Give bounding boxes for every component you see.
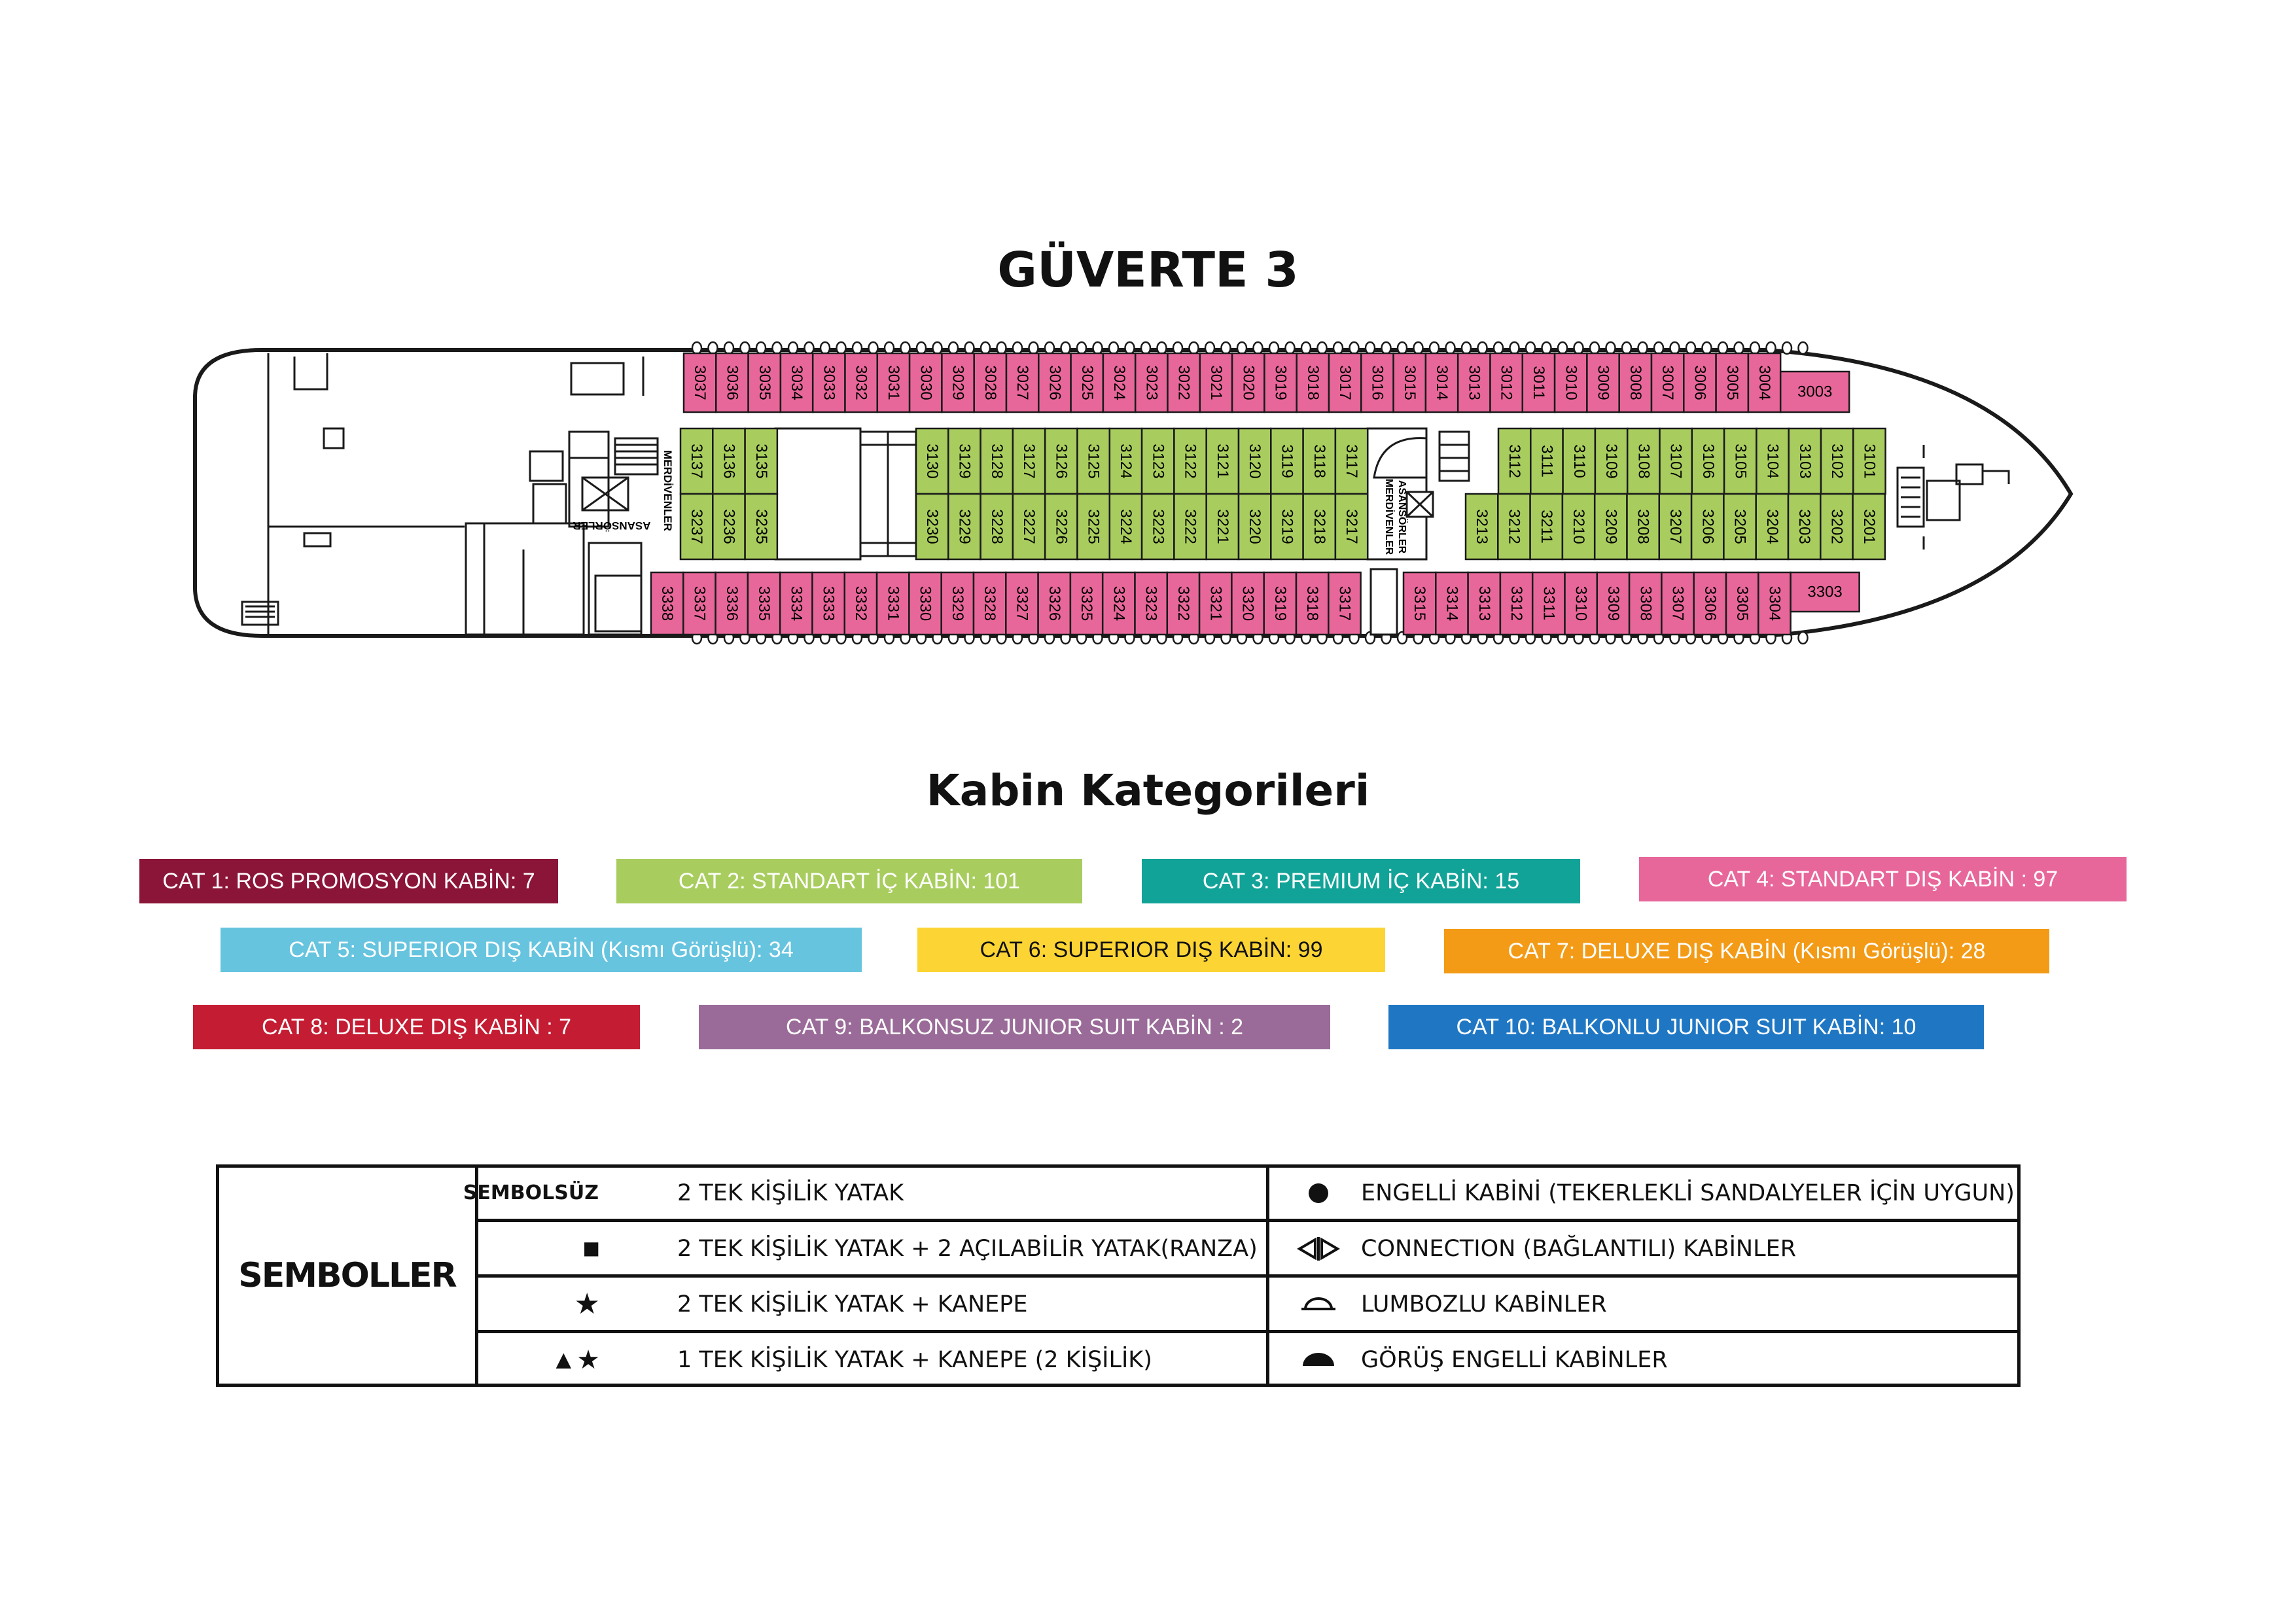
porthole: [901, 342, 910, 354]
cabin-3229: 3229: [955, 509, 974, 544]
cabin-3128: 3128: [987, 444, 1006, 479]
cabin-3003: 3003: [1797, 383, 1833, 401]
category-7: CAT 7: DELUXE DIŞ KABİN (Kısmı Görüşlü): 28: [1444, 929, 2049, 973]
porthole: [853, 342, 862, 354]
cabin-3130: 3130: [923, 444, 942, 479]
cabin-3103: 3103: [1795, 444, 1814, 479]
cabin-3326: 3326: [1045, 585, 1063, 621]
obstructed-view-icon: [1292, 1332, 1345, 1387]
cabin-3312: 3312: [1508, 585, 1526, 621]
cabin-3137: 3137: [688, 444, 706, 479]
porthole: [885, 342, 894, 354]
cabin-3126: 3126: [1052, 444, 1070, 479]
legend-right-text-4: GÖRÜŞ ENGELLİ KABİNLER: [1361, 1346, 1668, 1373]
cabin-3320: 3320: [1239, 585, 1257, 621]
cabin-3104: 3104: [1763, 444, 1782, 479]
cabin-3026: 3026: [1046, 365, 1064, 400]
porthole: [1478, 342, 1487, 354]
triangle-star-icon: ▲★: [550, 1345, 600, 1374]
porthole: [1382, 342, 1391, 354]
cabin-3120: 3120: [1246, 444, 1264, 479]
porthole: [1286, 342, 1295, 354]
porthole: [837, 342, 846, 354]
legend-right-text-3: LUMBOZLU KABİNLER: [1361, 1291, 1607, 1318]
cabin-3331: 3331: [884, 585, 902, 621]
cabin-3005: 3005: [1723, 365, 1741, 400]
legend-right-text-2: CONNECTION (BAĞLANTILI) KABİNLER: [1361, 1235, 1797, 1262]
cabin-3319: 3319: [1271, 585, 1289, 621]
porthole: [1301, 342, 1311, 354]
aft-area: [242, 353, 658, 635]
category-3: CAT 3: PREMIUM İÇ KABİN: 15: [1142, 859, 1580, 903]
cabin-3230: 3230: [923, 509, 942, 544]
legend-left-text-2: 2 TEK KİŞİLİK YATAK + 2 AÇILABİLİR YATAK(RANZA): [677, 1235, 1258, 1262]
cabin-3037: 3037: [691, 365, 709, 400]
cabin-3028: 3028: [981, 365, 999, 400]
cabin-3223: 3223: [1149, 509, 1167, 544]
cabin-3112: 3112: [1506, 444, 1524, 478]
cabin-3036: 3036: [723, 365, 741, 400]
cabin-3237: 3237: [688, 509, 706, 544]
cabin-3328: 3328: [981, 585, 999, 621]
connection-arrows-icon: [1292, 1221, 1345, 1276]
porthole: [1013, 342, 1022, 354]
porthole: [1735, 342, 1744, 354]
no-symbol-label: SEMBOLSÜZ: [463, 1181, 599, 1204]
cabin-3213: 3213: [1473, 509, 1491, 544]
porthole: [692, 342, 701, 354]
porthole: [1350, 342, 1359, 354]
cabin-3314: 3314: [1443, 585, 1461, 621]
cabin-3034: 3034: [788, 365, 806, 400]
porthole: [1093, 342, 1103, 354]
porthole: [1190, 342, 1199, 354]
cabin-3010: 3010: [1562, 365, 1580, 400]
porthole: [1718, 342, 1727, 354]
cabin-3107: 3107: [1667, 444, 1685, 479]
porthole: [1446, 342, 1455, 354]
porthole: [1799, 342, 1808, 354]
aft-elevators-label: ASANSÖRLER: [573, 519, 651, 532]
cabin-3019: 3019: [1271, 365, 1290, 400]
cabin-3102: 3102: [1828, 444, 1846, 479]
cabin-3225: 3225: [1084, 509, 1103, 544]
cabin-3016: 3016: [1368, 365, 1386, 400]
cabin-3007: 3007: [1659, 365, 1677, 400]
cabin-3031: 3031: [884, 365, 902, 400]
porthole: [1510, 342, 1519, 354]
cabin-3206: 3206: [1699, 509, 1717, 544]
cabin-3329: 3329: [948, 585, 966, 621]
cabin-3217: 3217: [1343, 509, 1361, 544]
porthole: [965, 342, 974, 354]
porthole: [1109, 342, 1118, 354]
porthole: [805, 342, 814, 354]
cabin-3129: 3129: [955, 444, 974, 479]
cabin-3222: 3222: [1181, 509, 1199, 544]
porthole: [1269, 342, 1279, 354]
bow-fixtures: [1884, 432, 2009, 556]
star-icon: ★: [574, 1288, 600, 1320]
porthole: [1045, 342, 1054, 354]
cabin-3033: 3033: [820, 365, 838, 400]
category-10: CAT 10: BALKONLU JUNIOR SUIT KABİN: 10: [1388, 1005, 1984, 1049]
porthole: [741, 342, 750, 354]
cabin-3021: 3021: [1207, 365, 1225, 400]
porthole: [1638, 342, 1648, 354]
category-1: CAT 1: ROS PROMOSYON KABİN: 7: [139, 859, 558, 903]
porthole: [1414, 342, 1423, 354]
porthole: [1494, 342, 1503, 354]
cabin-3118: 3118: [1310, 444, 1328, 478]
cabin-3220: 3220: [1246, 509, 1264, 544]
porthole: [1654, 342, 1663, 354]
fwd-elevators-label: ASANSÖRLER: [1396, 480, 1407, 554]
cabin-3015: 3015: [1400, 365, 1419, 400]
cabin-3017: 3017: [1336, 365, 1354, 400]
cabin-3032: 3032: [852, 365, 870, 400]
cabin-3025: 3025: [1078, 365, 1096, 400]
cabin-3106: 3106: [1699, 444, 1717, 479]
cabin-3029: 3029: [949, 365, 967, 400]
cabin-3022: 3022: [1174, 365, 1193, 400]
cabin-3311: 3311: [1540, 586, 1558, 621]
porthole: [1222, 342, 1231, 354]
category-9: CAT 9: BALKONSUZ JUNIOR SUIT KABİN : 2: [699, 1005, 1330, 1049]
cabin-3336: 3336: [722, 585, 741, 621]
porthole: [1173, 342, 1182, 354]
porthole: [1318, 342, 1327, 354]
square-icon: ■: [582, 1232, 600, 1265]
porthole: [1254, 342, 1263, 354]
cabin-3219: 3219: [1278, 509, 1296, 544]
cabin-3337: 3337: [690, 585, 709, 621]
category-6: CAT 6: SUPERIOR DIŞ KABİN: 99: [917, 928, 1385, 972]
cabin-3218: 3218: [1310, 509, 1328, 544]
cabin-3236: 3236: [720, 509, 738, 544]
legend-right-text-1: ENGELLİ KABİNİ (TEKERLEKLİ SANDALYELER İÇİN UYGUN): [1361, 1179, 2015, 1206]
fwd-stairs-label: MERDİVENLER: [1383, 478, 1394, 555]
cabin-3325: 3325: [1078, 585, 1096, 621]
cabin-3127: 3127: [1020, 444, 1038, 479]
cabin-3136: 3136: [720, 444, 738, 479]
porthole: [917, 342, 926, 354]
cabin-3030: 3030: [917, 365, 935, 400]
cabin-3327: 3327: [1013, 585, 1031, 621]
cabin-3321: 3321: [1207, 585, 1225, 621]
cabin-3205: 3205: [1731, 509, 1749, 544]
cabin-3211: 3211: [1537, 510, 1555, 544]
cabin-3332: 3332: [851, 585, 870, 621]
porthole: [1077, 342, 1086, 354]
porthole: [773, 342, 782, 354]
cabin-3105: 3105: [1731, 444, 1750, 479]
porthole: [1029, 342, 1038, 354]
porthole-icon: [1292, 1276, 1345, 1332]
category-8: CAT 8: DELUXE DIŞ KABİN : 7: [193, 1005, 640, 1049]
cabin-3317: 3317: [1335, 585, 1354, 621]
porthole: [788, 342, 798, 354]
cabin-3315: 3315: [1411, 585, 1429, 621]
cabin-3313: 3313: [1475, 585, 1493, 621]
aft-stairs-label: MERDİVENLER: [662, 450, 674, 531]
porthole: [981, 342, 990, 354]
cabin-3018: 3018: [1303, 365, 1322, 400]
cabin-3334: 3334: [787, 585, 805, 621]
porthole: [821, 342, 830, 354]
cabin-3109: 3109: [1602, 444, 1621, 479]
cabin-3330: 3330: [916, 585, 934, 621]
cabin-3228: 3228: [987, 509, 1006, 544]
cabin-3204: 3204: [1763, 509, 1781, 544]
porthole: [724, 342, 733, 354]
cabin-3110: 3110: [1570, 444, 1588, 478]
cabin-3207: 3207: [1666, 509, 1684, 544]
cabin-3322: 3322: [1174, 585, 1192, 621]
cabin-3305: 3305: [1733, 585, 1752, 621]
cabin-3221: 3221: [1213, 509, 1231, 544]
cabin-3108: 3108: [1634, 444, 1653, 479]
cabin-3227: 3227: [1020, 509, 1038, 544]
cabin-3224: 3224: [1116, 509, 1135, 544]
symbols-legend: [216, 1164, 2021, 1387]
porthole: [1750, 342, 1759, 354]
category-5: CAT 5: SUPERIOR DIŞ KABİN (Kısmı Görüşlü): 34: [221, 928, 862, 972]
legend-left-text-1: 2 TEK KİŞİLİK YATAK: [677, 1179, 904, 1206]
cabin-3012: 3012: [1497, 365, 1515, 400]
cabin-3023: 3023: [1142, 365, 1161, 400]
porthole: [933, 342, 942, 354]
porthole: [1205, 342, 1214, 354]
category-4: CAT 4: STANDART DIŞ KABİN : 97: [1639, 857, 2127, 901]
deck-title: GÜVERTE 3: [997, 242, 1299, 298]
porthole: [1606, 342, 1616, 354]
cabin-3338: 3338: [658, 585, 677, 621]
porthole: [1237, 342, 1246, 354]
cabin-3226: 3226: [1052, 509, 1070, 544]
ship-deck-plan: [0, 0, 2296, 720]
cabin-3009: 3009: [1594, 365, 1612, 400]
porthole: [1782, 342, 1792, 354]
cabin-3303: 3303: [1807, 583, 1843, 601]
cabin-3119: 3119: [1278, 444, 1296, 478]
cabin-3324: 3324: [1110, 585, 1128, 621]
cabin-3035: 3035: [755, 365, 773, 400]
porthole: [1686, 342, 1695, 354]
cabin-3027: 3027: [1014, 365, 1032, 400]
cabin-3335: 3335: [755, 585, 773, 621]
porthole: [1125, 342, 1135, 354]
porthole: [1670, 342, 1680, 354]
cabin-3202: 3202: [1828, 509, 1846, 544]
cabin-3203: 3203: [1795, 509, 1814, 544]
porthole: [1622, 342, 1631, 354]
cabin-3123: 3123: [1149, 444, 1167, 479]
cabin-3024: 3024: [1110, 365, 1129, 400]
porthole: [949, 342, 958, 354]
cabin-3101: 3101: [1860, 444, 1879, 479]
porthole: [1542, 342, 1551, 354]
porthole: [869, 342, 878, 354]
cabin-3310: 3310: [1572, 585, 1590, 621]
cabin-3323: 3323: [1142, 585, 1160, 621]
cabin-3201: 3201: [1860, 509, 1878, 544]
cabin-3306: 3306: [1701, 585, 1719, 621]
porthole: [1590, 342, 1599, 354]
cabin-3307: 3307: [1669, 585, 1687, 621]
cabin-3014: 3014: [1433, 365, 1451, 400]
cabin-3122: 3122: [1181, 444, 1199, 479]
porthole: [756, 342, 766, 354]
legend-heading: SEMBOLLER: [219, 1168, 478, 1384]
categories-heading: Kabin Kategorileri: [926, 765, 1370, 816]
porthole: [1526, 342, 1535, 354]
porthole: [1061, 342, 1070, 354]
cabin-3124: 3124: [1116, 444, 1135, 479]
cabin-3008: 3008: [1626, 365, 1644, 400]
porthole: [997, 342, 1006, 354]
cabin-3111: 3111: [1538, 445, 1556, 478]
cabin-3318: 3318: [1303, 585, 1322, 621]
cabin-3212: 3212: [1505, 509, 1523, 544]
porthole: [1799, 632, 1808, 644]
cabin-3125: 3125: [1084, 444, 1103, 479]
porthole: [1558, 342, 1567, 354]
porthole: [1574, 342, 1583, 354]
legend-left-text-4: 1 TEK KİŞİLİK YATAK + KANEPE (2 KİŞİLİK): [677, 1346, 1152, 1373]
porthole: [1430, 342, 1439, 354]
cabin-3235: 3235: [752, 509, 770, 544]
cabin-3209: 3209: [1602, 509, 1620, 544]
cabin-3013: 3013: [1465, 365, 1483, 400]
porthole: [709, 342, 718, 354]
porthole: [1333, 342, 1343, 354]
cabin-3309: 3309: [1604, 585, 1622, 621]
porthole: [1703, 342, 1712, 354]
category-2: CAT 2: STANDART İÇ KABİN: 101: [616, 859, 1082, 903]
cabin-3135: 3135: [752, 444, 770, 479]
porthole: [1157, 342, 1167, 354]
porthole: [1462, 342, 1471, 354]
porthole: [1398, 342, 1407, 354]
filled-circle-icon: [1292, 1165, 1345, 1221]
cabin-3020: 3020: [1239, 365, 1258, 400]
porthole: [1141, 342, 1150, 354]
cabin-3308: 3308: [1636, 585, 1655, 621]
cabin-3011: 3011: [1529, 366, 1547, 400]
cabin-3004: 3004: [1756, 365, 1774, 400]
cabin-3117: 3117: [1343, 444, 1361, 478]
cabin-3208: 3208: [1634, 509, 1652, 544]
cabin-3210: 3210: [1570, 509, 1588, 544]
legend-left-text-3: 2 TEK KİŞİLİK YATAK + KANEPE: [677, 1291, 1028, 1318]
cabin-3006: 3006: [1691, 365, 1709, 400]
cabin-3121: 3121: [1213, 444, 1231, 479]
cabin-3333: 3333: [819, 585, 838, 621]
porthole: [1767, 342, 1776, 354]
cabin-3304: 3304: [1765, 585, 1784, 621]
porthole: [1366, 342, 1375, 354]
